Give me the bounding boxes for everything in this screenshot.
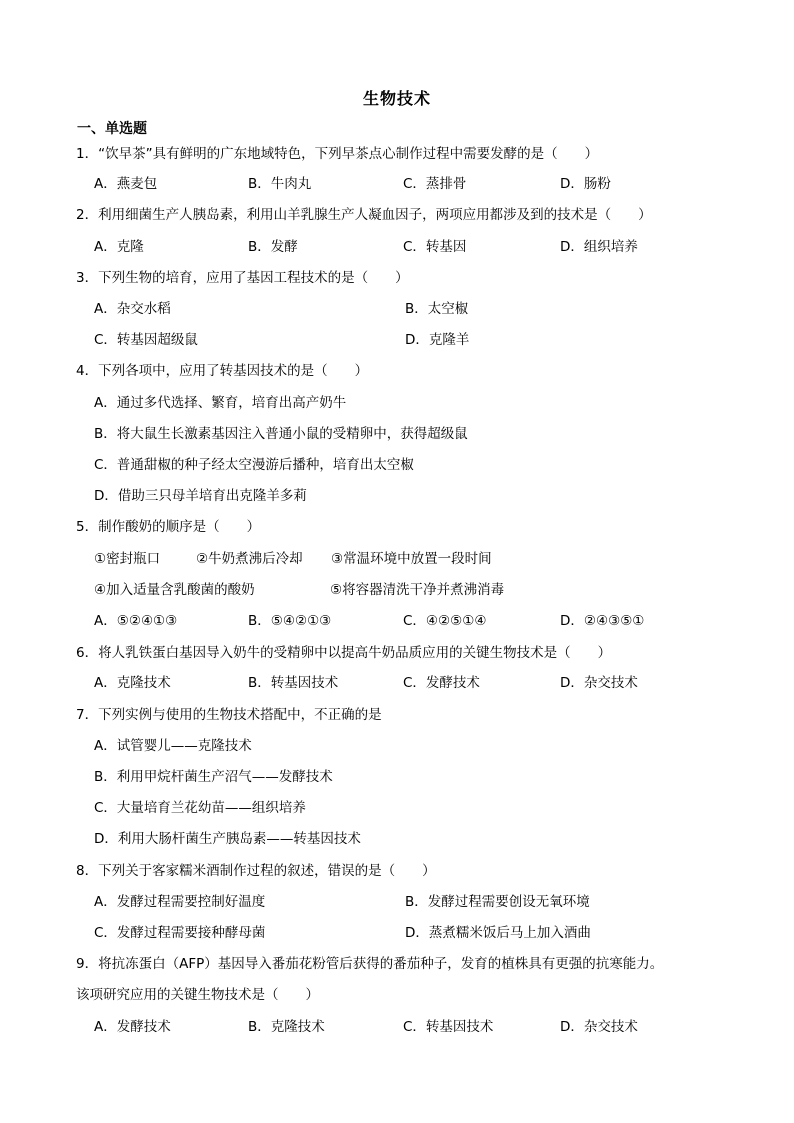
question-1-option-c: C．蒸排骨 [403, 176, 467, 192]
page-title: 生物技术 [362, 89, 431, 108]
question-9-option-b: B．克隆技术 [248, 1019, 325, 1035]
question-7-option-b: B．利用甲烷杆菌生产沼气——发酵技术 [94, 769, 333, 785]
question-7-option-d: D．利用大肠杆菌生产胰岛素——转基因技术 [94, 831, 361, 847]
question-5-stem: 5．制作酸奶的顺序是（ ） [76, 519, 261, 535]
question-8-option-c: C．发酵过程需要接种酵母菌 [94, 925, 266, 941]
question-9-option-a: A．发酵技术 [94, 1019, 171, 1035]
question-8-option-a: A．发酵过程需要控制好温度 [94, 894, 266, 910]
question-8-option-d: D．蒸煮糯米饭后马上加入酒曲 [405, 925, 591, 941]
question-6-option-c: C．发酵技术 [403, 675, 480, 691]
question-1-option-a: A．燕麦包 [94, 176, 158, 192]
question-4-option-b: B．将大鼠生长激素基因注入普通小鼠的受精卵中，获得超级鼠 [94, 426, 468, 442]
question-5-step-5: ⑤将容器清洗干净并煮沸消毒 [330, 582, 505, 598]
question-4-option-a: A．通过多代选择、繁育，培育出高产奶牛 [94, 395, 347, 411]
question-5-option-a: A．⑤②④①③ [94, 613, 178, 629]
question-2-stem: 2．利用细菌生产人胰岛素，利用山羊乳腺生产人凝血因子，两项应用都涉及到的技术是（ ） [76, 207, 652, 223]
question-2-option-d: D．组织培养 [560, 239, 638, 255]
question-6-option-a: A．克隆技术 [94, 675, 171, 691]
question-5-step-3: ③常温环境中放置一段时间 [331, 551, 492, 567]
question-5-step-1: ①密封瓶口 [94, 551, 161, 567]
question-9-option-d: D．杂交技术 [560, 1019, 638, 1035]
question-3-option-c: C．转基因超级鼠 [94, 332, 198, 348]
question-4-option-d: D．借助三只母羊培育出克隆羊多莉 [94, 488, 307, 504]
question-3-option-d: D．克隆羊 [405, 332, 470, 348]
question-2-option-a: A．克隆 [94, 239, 144, 255]
question-5-option-d: D．②④③⑤① [560, 613, 645, 629]
question-1-stem: 1．“饮早茶”具有鲜明的广东地域特色，下列早茶点心制作过程中需要发酵的是（ ） [76, 146, 599, 162]
question-1-option-b: B．牛肉丸 [248, 176, 312, 192]
question-5-step-4: ④加入适量含乳酸菌的酸奶 [94, 582, 255, 598]
question-2-option-c: C．转基因 [403, 239, 467, 255]
question-4-stem: 4．下列各项中，应用了转基因技术的是（ ） [76, 363, 369, 379]
question-3-option-a: A．杂交水稻 [94, 301, 171, 317]
question-5-option-b: B．⑤④②①③ [248, 613, 332, 629]
question-5-option-c: C．④②⑤①④ [403, 613, 487, 629]
question-6-stem: 6．将人乳铁蛋白基因导入奶牛的受精卵中以提高牛奶品质应用的关键生物技术是（ ） [76, 645, 612, 661]
question-3-stem: 3．下列生物的培育，应用了基因工程技术的是（ ） [76, 270, 409, 286]
section-heading: 一、单选题 [77, 121, 147, 137]
question-8-option-b: B．发酵过程需要创设无氧环境 [405, 894, 590, 910]
question-4-option-c: C．普通甜椒的种子经太空漫游后播种，培育出太空椒 [94, 457, 414, 473]
question-5-step-2: ②牛奶煮沸后冷却 [196, 551, 303, 567]
question-7-option-c: C．大量培育兰花幼苗——组织培养 [94, 800, 306, 816]
question-6-option-b: B．转基因技术 [248, 675, 339, 691]
question-7-option-a: A．试管婴儿——克隆技术 [94, 738, 252, 754]
question-2-option-b: B．发酵 [248, 239, 298, 255]
question-9-stem-continued: 该项研究应用的关键生物技术是（ ） [76, 987, 319, 1003]
question-9-stem: 9．将抗冻蛋白（AFP）基因导入番茄花粉管后获得的番茄种子，发育的植株具有更强的抗寒能力。 [76, 956, 664, 972]
question-9-option-c: C．转基因技术 [403, 1019, 494, 1035]
question-8-stem: 8．下列关于客家糯米酒制作过程的叙述，错误的是（ ） [76, 863, 436, 879]
question-7-stem: 7．下列实例与使用的生物技术搭配中，不正确的是 [76, 707, 382, 723]
question-3-option-b: B．太空椒 [405, 301, 469, 317]
question-1-option-d: D．肠粉 [560, 176, 611, 192]
question-6-option-d: D．杂交技术 [560, 675, 638, 691]
